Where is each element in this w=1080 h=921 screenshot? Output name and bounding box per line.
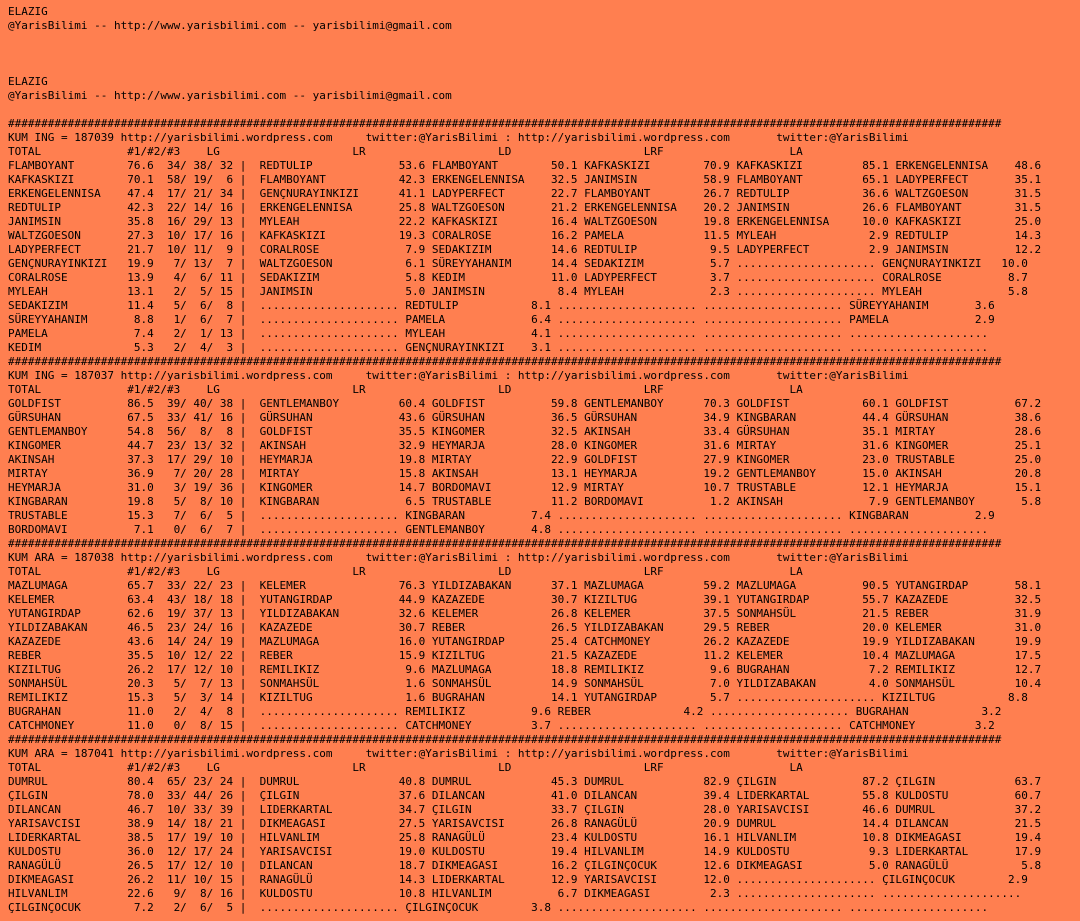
race-tables: [8, 117, 1080, 915]
table-row: BORDOMAVI 7.1 0/ 6/ 7 | ..................... GENTLEMANBOY 4.8 ..................... ..................... .....................: [8, 523, 989, 536]
table-row: GENÇNURAYINKIZI 19.9 7/ 13/ 7 | WALTZGOESON 6.1 SÜREYYAHANIM 14.4 SEDAKIZIM 5.7 ..................... GENÇNURAYINKIZI 10.0: [8, 257, 1028, 270]
table-row: YUTANGIRDAP 62.6 19/ 37/ 13 | YILDIZABAKAN 32.6 KELEMER 26.8 KELEMER 37.5 SONMAHSÜL 21.5 REBER 31.9: [8, 607, 1042, 620]
table-row: RANAGÜLÜ 26.5 17/ 12/ 10 | DILANCAN 18.7 DIKMEAGASI 16.2 ÇILGINÇOCUK 12.6 DIKMEAGASI 5.0 RANAGÜLÜ 5.8: [8, 859, 1042, 872]
spacer: [8, 103, 1080, 117]
column-header-row: TOTAL #1/#2/#3 LG LR LD LRF LA: [8, 761, 803, 774]
table-row: DILANCAN 46.7 10/ 33/ 39 | LIDERKARTAL 34.7 ÇILGIN 33.7 ÇILGIN 28.0 YARISAVCISI 46.6 DUMRUL 37.2: [8, 803, 1042, 816]
table-row: DUMRUL 80.4 65/ 23/ 24 | DUMRUL 40.8 DUMRUL 45.3 DUMRUL 82.9 ÇILGIN 87.2 ÇILGIN 63.7: [8, 775, 1042, 788]
table-row: FLAMBOYANT 76.6 34/ 38/ 32 | REDTULIP 53.6 FLAMBOYANT 50.1 KAFKASKIZI 70.9 KAFKASKIZI 85.1 ERKENGELENNISA 48.6: [8, 159, 1042, 172]
race-header: KUM ARA = 187041 http://yarisbilimi.wordpress.com twitter:@YarisBilimi : http://yarisbilimi.wordpress.com twitter:@YarisBilimi: [8, 747, 909, 760]
table-row: LADYPERFECT 21.7 10/ 11/ 9 | CORALROSE 7.9 SEDAKIZIM 14.6 REDTULIP 9.5 LADYPERFECT 2.9 JANIMSIN 12.2: [8, 243, 1042, 256]
table-row: WALTZGOESON 27.3 10/ 17/ 16 | KAFKASKIZI 19.3 CORALROSE 16.2 PAMELA 11.5 MYLEAH 2.9 REDTULIP 14.3: [8, 229, 1042, 242]
table-row: ÇILGINÇOCUK 7.2 2/ 6/ 5 | ..................... ÇILGINÇOCUK 3.8 ..................... ..................... .....................: [8, 901, 989, 914]
table-row: KAFKASKIZI 70.1 58/ 19/ 6 | FLAMBOYANT 42.3 ERKENGELENNISA 32.5 JANIMSIN 58.9 FLAMBOYANT 65.1 LADYPERFECT 35.1: [8, 173, 1042, 186]
table-row: BUGRAHAN 11.0 2/ 4/ 8 | ..................... REMILIKIZ 9.6 REBER 4.2 ..................... BUGRAHAN 3.2: [8, 705, 1002, 718]
table-row: GENTLEMANBOY 54.8 56/ 8/ 8 | GOLDFIST 35.5 KINGOMER 32.5 AKINSAH 33.4 GÜRSUHAN 35.1 MIRTAY 28.6: [8, 425, 1042, 438]
table-row: KULDOSTU 36.0 12/ 17/ 24 | YARISAVCISI 19.0 KULDOSTU 19.4 HILVANLIM 14.9 KULDOSTU 9.3 LIDERKARTAL 17.9: [8, 845, 1042, 858]
table-row: TRUSTABLE 15.3 7/ 6/ 5 | ..................... KINGBARAN 7.4 ..................... ..................... KINGBARAN 2.9: [8, 509, 995, 522]
page-title-repeat: ELAZIG: [8, 75, 48, 88]
table-row: GÜRSUHAN 67.5 33/ 41/ 16 | GÜRSUHAN 43.6 GÜRSUHAN 36.5 GÜRSUHAN 34.9 KINGBARAN 44.4 GÜRSUHAN 38.6: [8, 411, 1042, 424]
spacer: [8, 47, 1080, 61]
table-row: REBER 35.5 10/ 12/ 22 | REBER 15.9 KIZILTUG 21.5 KAZAZEDE 11.2 KELEMER 10.4 MAZLUMAGA 17.5: [8, 649, 1042, 662]
table-row: KAZAZEDE 43.6 14/ 24/ 19 | MAZLUMAGA 16.0 YUTANGIRDAP 25.4 CATCHMONEY 26.2 KAZAZEDE 19.9 YILDIZABAKAN 19.9: [8, 635, 1042, 648]
column-header-row: TOTAL #1/#2/#3 LG LR LD LRF LA: [8, 145, 803, 158]
table-row: MAZLUMAGA 65.7 33/ 22/ 23 | KELEMER 76.3 YILDIZABAKAN 37.1 MAZLUMAGA 59.2 MAZLUMAGA 90.5 YUTANGIRDAP 58.1: [8, 579, 1042, 592]
section-separator: ######################################################################################################################################################: [8, 355, 1002, 368]
document: [8, 5, 1080, 915]
table-row: REDTULIP 42.3 22/ 14/ 16 | ERKENGELENNISA 25.8 WALTZGOESON 21.2 ERKENGELENNISA 20.2 JANIMSIN 26.6 FLAMBOYANT 31.5: [8, 201, 1042, 214]
table-row: AKINSAH 37.3 17/ 29/ 10 | HEYMARJA 19.8 MIRTAY 22.9 GOLDFIST 27.9 KINGOMER 23.0 TRUSTABLE 25.0: [8, 453, 1042, 466]
table-row: REMILIKIZ 15.3 5/ 3/ 14 | KIZILTUG 1.6 BUGRAHAN 14.1 YUTANGIRDAP 5.7 ..................... KIZILTUG 8.8: [8, 691, 1028, 704]
table-row: JANIMSIN 35.8 16/ 29/ 13 | MYLEAH 22.2 KAFKASKIZI 16.4 WALTZGOESON 19.8 ERKENGELENNISA 10.0 KAFKASKIZI 25.0: [8, 215, 1042, 228]
table-row: ÇILGIN 78.0 33/ 44/ 26 | ÇILGIN 37.6 DILANCAN 41.0 DILANCAN 39.4 LIDERKARTAL 55.8 KULDOSTU 60.7: [8, 789, 1042, 802]
contact-line: @YarisBilimi -- http://www.yarisbilimi.com -- yarisbilimi@gmail.com: [8, 19, 452, 32]
table-row: MYLEAH 13.1 2/ 5/ 15 | JANIMSIN 5.0 JANIMSIN 8.4 MYLEAH 2.3 ..................... MYLEAH 5.8: [8, 285, 1028, 298]
section-separator: ######################################################################################################################################################: [8, 117, 1002, 130]
table-row: KIZILTUG 26.2 17/ 12/ 10 | REMILIKIZ 9.6 MAZLUMAGA 18.8 REMILIKIZ 9.6 BUGRAHAN 7.2 REMILIKIZ 12.7: [8, 663, 1042, 676]
table-row: YILDIZABAKAN 46.5 23/ 24/ 16 | KAZAZEDE 30.7 REBER 26.5 YILDIZABAKAN 29.5 REBER 20.0 KELEMER 31.0: [8, 621, 1042, 634]
table-row: KELEMER 63.4 43/ 18/ 18 | YUTANGIRDAP 44.9 KAZAZEDE 30.7 KIZILTUG 39.1 YUTANGIRDAP 55.7 KAZAZEDE 32.5: [8, 593, 1042, 606]
race-header: KUM ING = 187037 http://yarisbilimi.wordpress.com twitter:@YarisBilimi : http://yarisbilimi.wordpress.com twitter:@YarisBilimi: [8, 369, 909, 382]
table-row: HEYMARJA 31.0 3/ 19/ 36 | KINGOMER 14.7 BORDOMAVI 12.9 MIRTAY 10.7 TRUSTABLE 12.1 HEYMARJA 15.1: [8, 481, 1042, 494]
table-row: SÜREYYAHANIM 8.8 1/ 6/ 7 | ..................... PAMELA 6.4 ..................... ..................... PAMELA 2.9: [8, 313, 995, 326]
table-row: HILVANLIM 22.6 9/ 8/ 16 | KULDOSTU 10.8 HILVANLIM 6.7 DIKMEAGASI 2.3 ..................... .....................: [8, 887, 1022, 900]
table-row: KINGBARAN 19.8 5/ 8/ 10 | KINGBARAN 6.5 TRUSTABLE 11.2 BORDOMAVI 1.2 AKINSAH 7.9 GENTLEMANBOY 5.8: [8, 495, 1042, 508]
table-row: KINGOMER 44.7 23/ 13/ 32 | AKINSAH 32.9 HEYMARJA 28.0 KINGOMER 31.6 MIRTAY 31.6 KINGOMER 25.1: [8, 439, 1042, 452]
table-row: LIDERKARTAL 38.5 17/ 19/ 10 | HILVANLIM 25.8 RANAGÜLÜ 23.4 KULDOSTU 16.1 HILVANLIM 10.8 DIKMEAGASI 19.4: [8, 831, 1042, 844]
section-separator: ######################################################################################################################################################: [8, 537, 1002, 550]
spacer: [8, 33, 1080, 47]
table-row: SEDAKIZIM 11.4 5/ 6/ 8 | ..................... REDTULIP 8.1 ..................... ..................... SÜREYYAHANIM 3.6: [8, 299, 995, 312]
table-row: CATCHMONEY 11.0 0/ 8/ 15 | ..................... CATCHMONEY 3.7 ..................... ..................... CATCHMONEY 3.2: [8, 719, 995, 732]
contact-line-repeat: @YarisBilimi -- http://www.yarisbilimi.com -- yarisbilimi@gmail.com: [8, 89, 452, 102]
table-row: ERKENGELENNISA 47.4 17/ 21/ 34 | GENÇNURAYINKIZI 41.1 LADYPERFECT 22.7 FLAMBOYANT 26.7 REDTULIP 36.6 WALTZGOESON 31.5: [8, 187, 1042, 200]
table-row: KEDIM 5.3 2/ 4/ 3 | ..................... GENÇNURAYINKIZI 3.1 ..................... ..................... .....................: [8, 341, 989, 354]
spacer: [8, 61, 1080, 75]
table-row: CORALROSE 13.9 4/ 6/ 11 | SEDAKIZIM 5.8 KEDIM 11.0 LADYPERFECT 3.7 ..................... CORALROSE 8.7: [8, 271, 1028, 284]
table-row: DIKMEAGASI 26.2 11/ 10/ 15 | RANAGÜLÜ 14.3 LIDERKARTAL 12.9 YARISAVCISI 12.0 ..................... ÇILGINÇOCUK 2.9: [8, 873, 1028, 886]
table-row: GOLDFIST 86.5 39/ 40/ 38 | GENTLEMANBOY 60.4 GOLDFIST 59.8 GENTLEMANBOY 70.3 GOLDFIST 60.1 GOLDFIST 67.2: [8, 397, 1042, 410]
page-title: ELAZIG: [8, 5, 48, 18]
table-row: YARISAVCISI 38.9 14/ 18/ 21 | DIKMEAGASI 27.5 YARISAVCISI 26.8 RANAGÜLÜ 20.9 DUMRUL 14.4 DILANCAN 21.5: [8, 817, 1042, 830]
column-header-row: TOTAL #1/#2/#3 LG LR LD LRF LA: [8, 565, 803, 578]
section-separator: ######################################################################################################################################################: [8, 733, 1002, 746]
race-header: KUM ARA = 187038 http://yarisbilimi.wordpress.com twitter:@YarisBilimi : http://yarisbilimi.wordpress.com twitter:@YarisBilimi: [8, 551, 909, 564]
column-header-row: TOTAL #1/#2/#3 LG LR LD LRF LA: [8, 383, 803, 396]
table-row: PAMELA 7.4 2/ 1/ 13 | ..................... MYLEAH 4.1 ..................... ..................... .....................: [8, 327, 989, 340]
race-header: KUM ING = 187039 http://yarisbilimi.wordpress.com twitter:@YarisBilimi : http://yarisbilimi.wordpress.com twitter:@YarisBilimi: [8, 131, 909, 144]
table-row: MIRTAY 36.9 7/ 20/ 28 | MIRTAY 15.8 AKINSAH 13.1 HEYMARJA 19.2 GENTLEMANBOY 15.0 AKINSAH 20.8: [8, 467, 1042, 480]
table-row: SONMAHSÜL 20.3 5/ 7/ 13 | SONMAHSÜL 1.6 SONMAHSÜL 14.9 SONMAHSÜL 7.0 YILDIZABAKAN 4.0 SONMAHSÜL 10.4: [8, 677, 1042, 690]
